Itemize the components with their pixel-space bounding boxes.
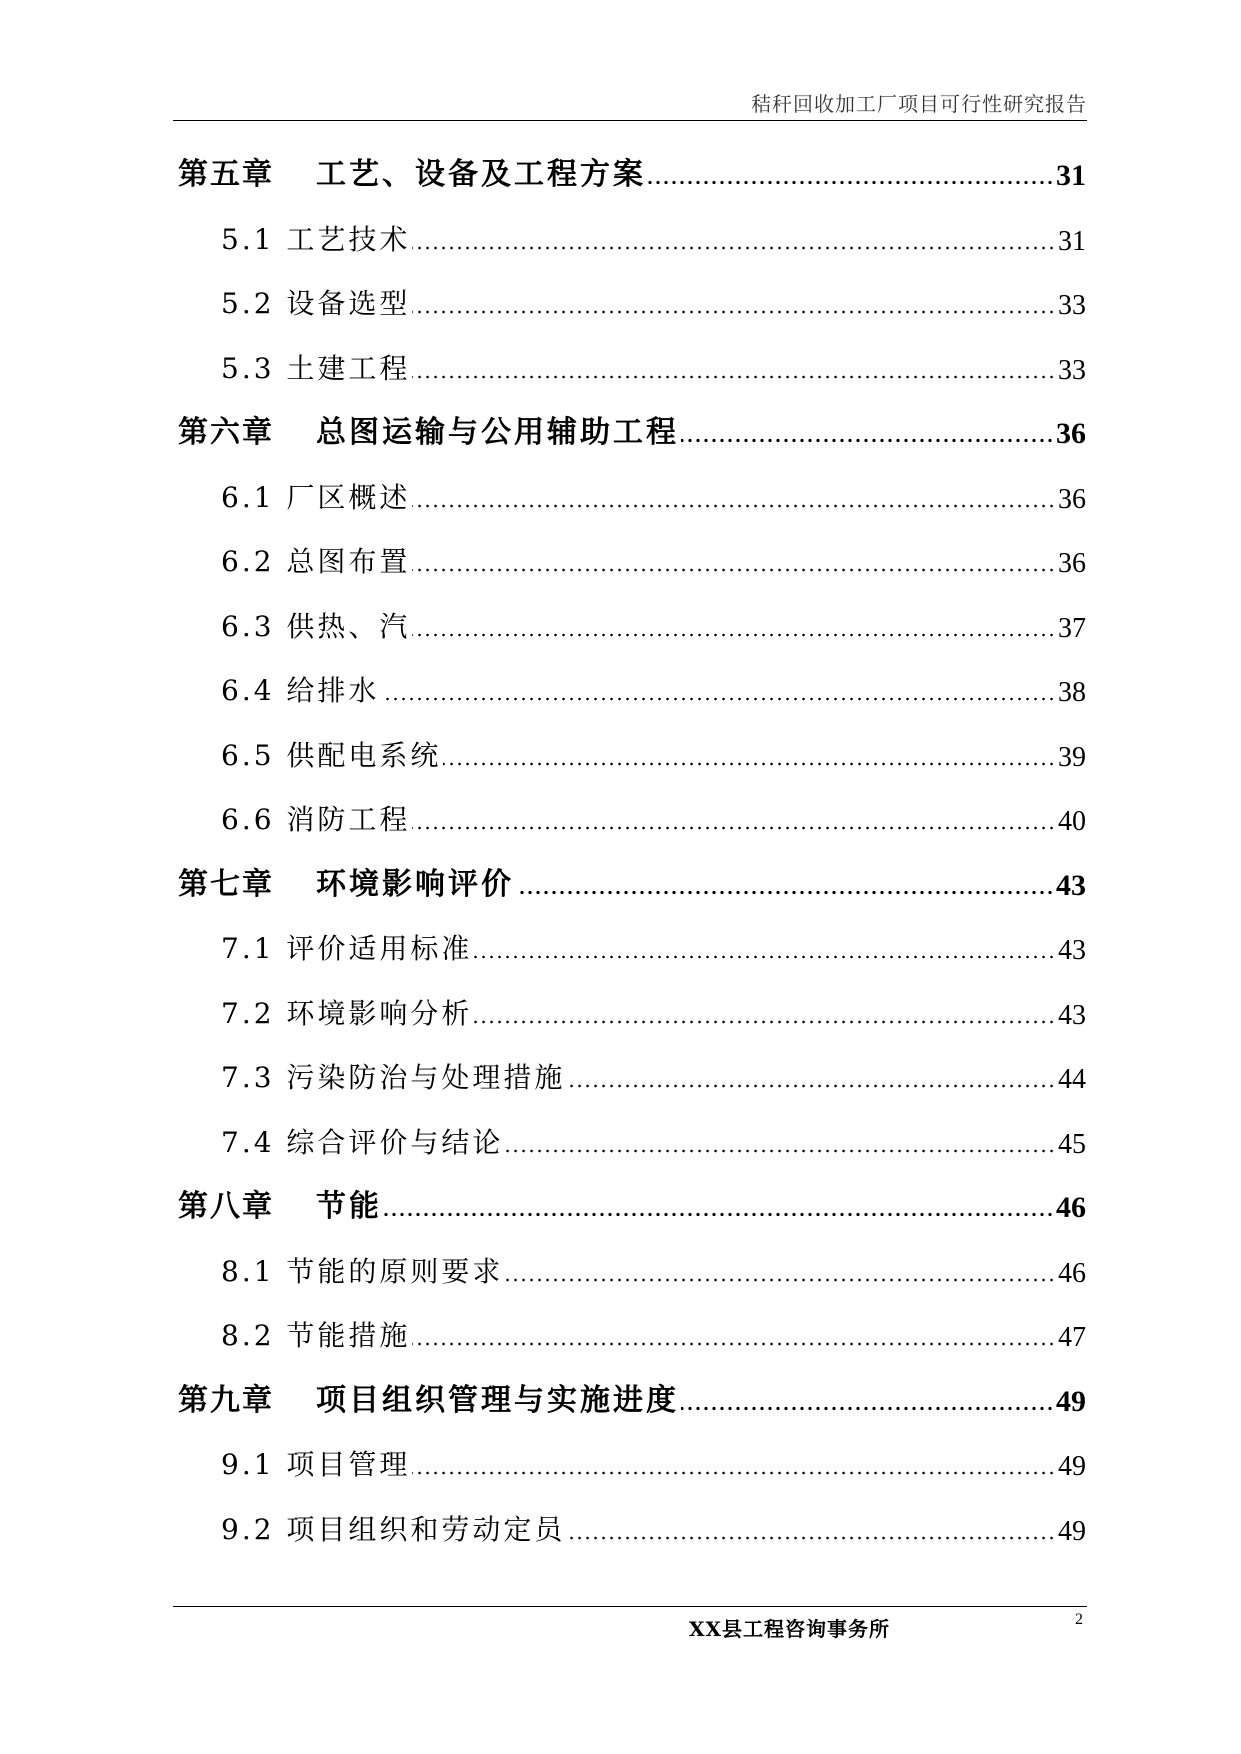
toc-entry-title: 7.4 综合评价与结论 — [221, 1126, 504, 1159]
toc-section-entry[interactable] — [221, 476, 1086, 516]
toc-page-number: 40 — [1058, 806, 1086, 837]
toc-dot-leader — [412, 826, 1056, 830]
toc-chapter-entry[interactable] — [178, 863, 1086, 903]
toc-page-number: 39 — [1058, 742, 1086, 773]
toc-entry-title: 6.6 消防工程 — [221, 803, 411, 836]
toc-page-number: 44 — [1058, 1064, 1086, 1095]
toc-section-entry[interactable] — [221, 669, 1086, 709]
toc-page-number: 43 — [1058, 935, 1086, 966]
toc-page-number: 31 — [1058, 226, 1086, 257]
toc-chapter-number: 第八章 — [178, 1189, 274, 1224]
toc-chapter-number: 第七章 — [178, 867, 274, 902]
toc-entry-title: 5.3 土建工程 — [221, 352, 411, 385]
toc-chapter-number: 第五章 — [178, 157, 274, 192]
toc-dot-leader — [505, 1278, 1056, 1282]
toc-section-entry[interactable] — [221, 927, 1086, 967]
toc-entry-title: 5.1 工艺技术 — [221, 223, 411, 256]
toc-dot-leader — [412, 1342, 1056, 1346]
toc-page-number: 49 — [1058, 1516, 1086, 1547]
toc-entry-title: 5.2 设备选型 — [221, 287, 411, 320]
page-header — [173, 82, 1087, 121]
toc-chapter-number: 第九章 — [178, 1383, 274, 1418]
toc-page-number: 31 — [1056, 159, 1086, 192]
toc-entry-title: 总图运输与公用辅助工程 — [316, 415, 679, 450]
toc-section-entry[interactable] — [221, 540, 1086, 580]
toc-entry-title: 节能 — [316, 1189, 382, 1224]
toc-dot-leader — [443, 762, 1056, 766]
toc-section-entry[interactable] — [221, 734, 1086, 774]
toc-section-entry[interactable] — [221, 347, 1086, 387]
toc-dot-leader — [412, 375, 1056, 379]
toc-section-entry[interactable] — [221, 1121, 1086, 1161]
toc-section-entry[interactable] — [221, 218, 1086, 258]
toc-page-number: 36 — [1058, 548, 1086, 579]
toc-entry-title: 6.3 供热、汽 — [221, 610, 411, 643]
toc-page-number: 36 — [1056, 417, 1086, 450]
toc-chapter-entry[interactable] — [178, 1379, 1086, 1419]
toc-page-number: 33 — [1058, 355, 1086, 386]
toc-chapter-entry[interactable] — [178, 1185, 1086, 1225]
footer-organization: XX县工程咨询事务所 — [689, 1617, 891, 1641]
toc-chapter-entry[interactable] — [178, 153, 1086, 193]
toc-entry-title: 9.2 项目组织和劳动定员 — [221, 1513, 566, 1546]
toc-page-number: 36 — [1058, 484, 1086, 515]
toc-dot-leader — [474, 955, 1056, 959]
toc-dot-leader — [412, 246, 1056, 250]
toc-dot-leader — [567, 1084, 1056, 1088]
toc-chapter-entry[interactable] — [178, 411, 1086, 451]
toc-entry-title: 6.1 厂区概述 — [221, 481, 411, 514]
toc-section-entry[interactable] — [221, 1443, 1086, 1483]
toc-dot-leader — [681, 1406, 1054, 1411]
toc-dot-leader — [412, 504, 1056, 508]
page-number: 2 — [1075, 1611, 1083, 1628]
toc-page-number: 47 — [1058, 1322, 1086, 1353]
toc-section-entry[interactable] — [221, 798, 1086, 838]
toc-page-number: 38 — [1058, 677, 1086, 708]
toc-section-entry[interactable] — [221, 605, 1086, 645]
toc-entry-title: 8.2 节能措施 — [221, 1319, 411, 1352]
toc-section-entry[interactable] — [221, 1314, 1086, 1354]
toc-page-number: 49 — [1056, 1385, 1086, 1418]
toc-dot-leader — [412, 633, 1056, 637]
toc-page-number: 45 — [1058, 1129, 1086, 1160]
toc-section-entry[interactable] — [221, 1056, 1086, 1096]
toc-dot-leader — [412, 310, 1056, 314]
toc-dot-leader — [516, 890, 1054, 895]
toc-section-entry[interactable] — [221, 282, 1086, 322]
toc-dot-leader — [505, 1149, 1056, 1153]
page-footer — [173, 1606, 1087, 1647]
toc-entry-title: 8.1 节能的原则要求 — [221, 1255, 504, 1288]
toc-entry-title: 工艺、设备及工程方案 — [316, 157, 646, 192]
toc-dot-leader — [384, 1212, 1054, 1217]
toc-page-number: 49 — [1058, 1451, 1086, 1482]
toc-dot-leader — [681, 438, 1054, 443]
toc-entry-title: 项目组织管理与实施进度 — [316, 1383, 679, 1418]
toc-page-number: 33 — [1058, 290, 1086, 321]
toc-entry-title: 9.1 项目管理 — [221, 1448, 411, 1481]
toc-entry-title: 6.5 供配电系统 — [221, 739, 442, 772]
toc-chapter-number: 第六章 — [178, 415, 274, 450]
toc-page-number: 46 — [1056, 1191, 1086, 1224]
toc-dot-leader — [412, 568, 1056, 572]
toc-entry-title: 6.2 总图布置 — [221, 545, 411, 578]
toc-dot-leader — [648, 180, 1054, 185]
toc-section-entry[interactable] — [221, 1250, 1086, 1290]
toc-entry-title: 7.1 评价适用标准 — [221, 932, 473, 965]
toc-dot-leader — [381, 697, 1056, 701]
toc-entry-title: 7.3 污染防治与处理措施 — [221, 1061, 566, 1094]
document-title: 秸秆回收加工厂项目可行性研究报告 — [751, 92, 1087, 116]
toc-entry-title: 7.2 环境影响分析 — [221, 997, 473, 1030]
toc-entry-title: 6.4 给排水 — [221, 674, 380, 707]
toc-page-number: 46 — [1058, 1258, 1086, 1289]
toc-page-number: 43 — [1056, 869, 1086, 902]
toc-section-entry[interactable] — [221, 992, 1086, 1032]
toc-page-number: 37 — [1058, 613, 1086, 644]
toc-section-entry[interactable] — [221, 1508, 1086, 1548]
toc-page-number: 43 — [1058, 1000, 1086, 1031]
toc-dot-leader — [474, 1020, 1056, 1024]
toc-entry-title: 环境影响评价 — [316, 867, 514, 902]
toc-dot-leader — [567, 1536, 1056, 1540]
toc-dot-leader — [412, 1471, 1056, 1475]
